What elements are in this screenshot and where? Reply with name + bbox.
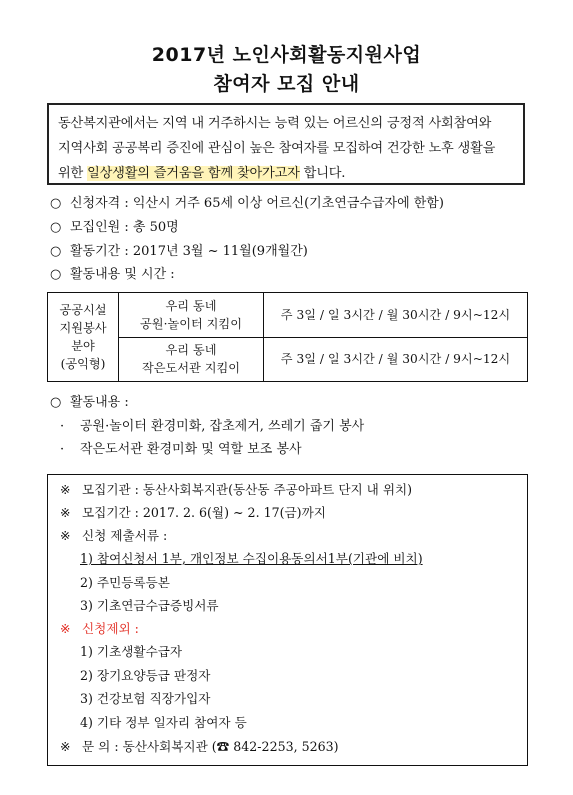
table-row <box>48 293 528 338</box>
recruit-box <box>47 474 528 766</box>
list-item: 3) 건강보험 직장가입자 <box>80 691 211 706</box>
recruit-contact: ※ 문 의 : 동산사회복지관 (☎ 842-2253, 5263) <box>60 737 339 757</box>
dot-bullet-icon: · <box>60 419 65 434</box>
reference-mark-icon: ※ <box>60 621 71 636</box>
intro-text: 동산복지관에서는 지역 내 거주하시는 능력 있는 어르신의 긍정적 사회참여와 지역사회 공공복리 증진에 관심이 높은 참여자를 모집하여 건강한 노후 생활을 위한 <box>58 116 496 181</box>
list-item: 2) 장기요양등급 판정자 <box>80 668 211 683</box>
info-period: ○ 활동기간 : 2017년 3월 ~ 11월(9개월간) <box>50 242 308 262</box>
reference-mark-icon: ※ <box>60 482 71 497</box>
page-subtitle: 참여자 모집 안내 <box>213 73 360 95</box>
intro-highlight: 일상생활의 즐거움을 함께 찾아가고자 <box>87 166 300 181</box>
info-eligibility: ○ 신청자격 : 익산시 거주 65세 이상 어르신(기초연금수급자에 한함) <box>50 194 444 214</box>
activity-name-cell: 우리 동네 공원·놀이터 지킴이 <box>119 293 264 338</box>
recruit-agency: ※ 모집기관 : 동산사회복지관(동산동 주공아파트 단지 내 위치) <box>60 480 412 500</box>
list-item: 3) 기초연금수급증빙서류 <box>80 598 219 613</box>
circle-bullet-icon: ○ <box>50 395 62 410</box>
recruit-docs-heading: ※ 신청 제출서류 : <box>60 526 167 546</box>
reference-mark-icon: ※ <box>60 505 71 520</box>
list-item: 1) 참여신청서 1부, 개인정보 수집이용동의서1부(기관에 비치) <box>80 551 423 566</box>
intro-box <box>47 103 525 185</box>
info-headcount: ○ 모집인원 : 총 50명 <box>50 218 179 238</box>
circle-bullet-icon: ○ <box>50 244 62 259</box>
info-activity-heading: ○ 활동내용 및 시간 : <box>50 265 175 285</box>
dot-bullet-icon: · <box>60 442 65 457</box>
activity-content-heading: ○ 활동내용 : <box>50 393 129 413</box>
intro-text-end: 합니다. <box>299 166 346 181</box>
category-cell: 공공시설 지원봉사 분야 (공익형) <box>48 293 119 382</box>
circle-bullet-icon: ○ <box>50 267 62 282</box>
activity-name-cell: 우리 동네 작은도서관 지킴이 <box>119 337 264 382</box>
schedule-cell: 주 3일 / 일 3시간 / 월 30시간 / 9시~12시 <box>264 337 528 382</box>
recruit-period: ※ 모집기간 : 2017. 2. 6(월) ~ 2. 17(금)까지 <box>60 503 326 523</box>
circle-bullet-icon: ○ <box>50 220 62 235</box>
list-item: 2) 주민등록등본 <box>80 575 170 590</box>
table-row <box>48 337 528 382</box>
page-title: 2017년 노인사회활동지원사업 <box>151 44 422 66</box>
circle-bullet-icon: ○ <box>50 196 62 211</box>
list-item: 4) 기타 정부 일자리 참여자 등 <box>80 715 247 730</box>
list-item: 1) 기초생활수급자 <box>80 644 183 659</box>
list-item: · 작은도서관 환경미화 및 역할 보조 봉사 <box>60 440 302 460</box>
reference-mark-icon: ※ <box>60 739 71 754</box>
schedule-cell: 주 3일 / 일 3시간 / 월 30시간 / 9시~12시 <box>264 293 528 338</box>
recruit-exclude-heading: ※ 신청제외 : <box>60 619 139 639</box>
activity-table <box>47 292 528 382</box>
phone-icon: ☎ <box>216 739 230 754</box>
reference-mark-icon: ※ <box>60 528 71 543</box>
list-item: · 공원·놀이터 환경미화, 잡초제거, 쓰레기 줍기 봉사 <box>60 417 364 437</box>
